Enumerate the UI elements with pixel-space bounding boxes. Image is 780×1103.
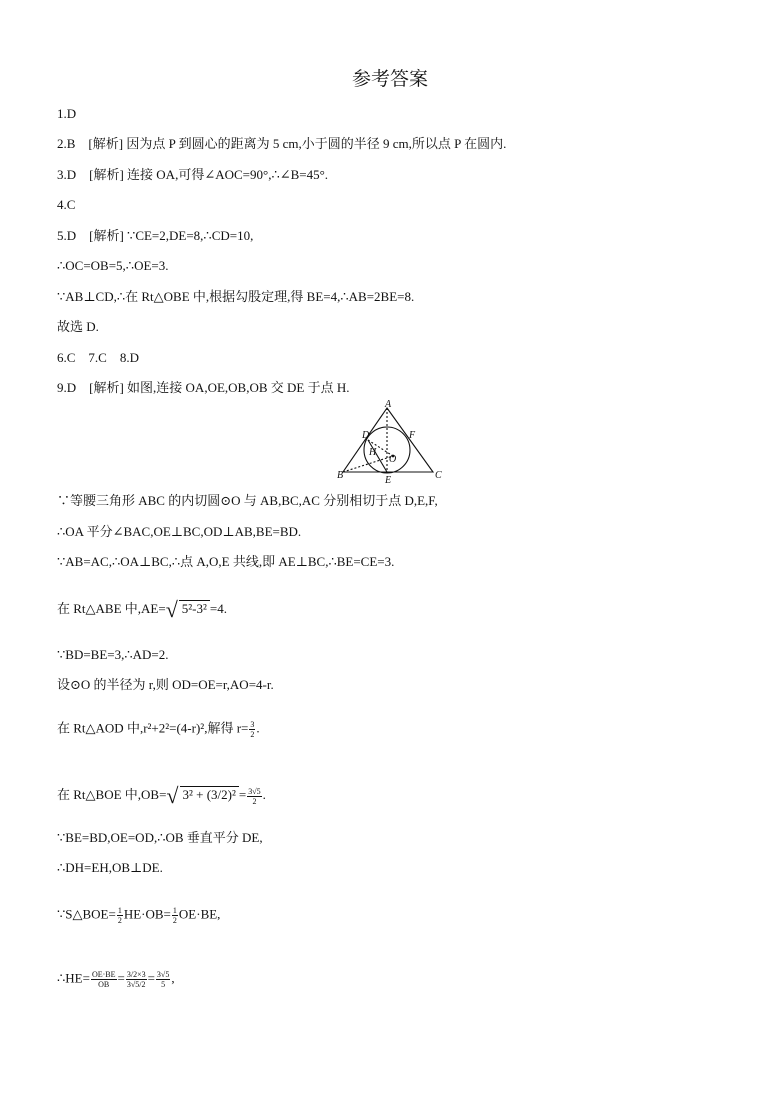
label-d: D bbox=[362, 430, 370, 441]
answer-line: 4.C bbox=[57, 197, 76, 212]
ob-line: 在 Rt△BOE 中,OB=√ 3² + (3/2)² = $\frac{3√5}{2}$ . bbox=[57, 783, 266, 809]
half-fraction: $\frac{1}{2}$ bbox=[172, 906, 177, 925]
answer-line: ∴OC=OB=5,∴OE=3. bbox=[57, 258, 169, 273]
answer-line: 设⊙O 的半径为 r,则 OD=OE=r,AO=4-r. bbox=[57, 677, 274, 692]
he-mid-fraction: $\frac{3/2\times 3}{3√5/2}$ bbox=[126, 970, 146, 989]
half-fraction: $\frac{1}{2}$ bbox=[117, 906, 122, 925]
ob-radicand: 3² + (3/2)² bbox=[180, 786, 239, 803]
label-f: F bbox=[409, 430, 416, 441]
area-line: ∵S△BOE= $\frac{1}{2}$ HE·OB= $\frac{1}{2}$ OE·BE, bbox=[57, 906, 221, 925]
answer-line: 故选 D. bbox=[57, 319, 99, 334]
ae-radicand: 5²-3² bbox=[179, 600, 210, 617]
ae-line: 在 Rt△ABE 中,AE=√ 5²-3² =4. bbox=[57, 597, 227, 623]
answer-line: ∵等腰三角形 ABC 的内切圆⊙O 与 AB,BC,AC 分别相切于点 D,E,F, bbox=[57, 493, 438, 508]
r-fraction: $\frac{3}{2}$ bbox=[250, 720, 255, 739]
answer-line: 3.D [解析] 连接 OA,可得∠AOC=90°,∴∠B=45°. bbox=[57, 167, 329, 182]
page-title: 参考答案 bbox=[351, 68, 428, 90]
answer-line: 9.D [解析] 如图,连接 OA,OE,OB,OB 交 DE 于点 H. bbox=[57, 380, 350, 395]
answer-line: ∵AB=AC,∴OA⊥BC,∴点 A,O,E 共线,即 AE⊥BC,∴BE=CE=3. bbox=[57, 554, 395, 569]
he-result-fraction: $\frac{3√5}{5}$ bbox=[156, 970, 170, 989]
answer-line: 6.C 7.C 8.D bbox=[57, 350, 139, 365]
aod-line: 在 Rt△AOD 中,r²+2²=(4-r)²,解得 r= $\frac{3}{2}$ . bbox=[57, 720, 260, 739]
answer-line: ∵BE=BD,OE=OD,∴OB 垂直平分 DE, bbox=[57, 830, 263, 845]
label-c: C bbox=[435, 470, 442, 481]
answer-line: 1.D bbox=[57, 106, 77, 121]
answer-line: 5.D [解析] ∵CE=2,DE=8,∴CD=10, bbox=[57, 228, 254, 243]
label-h: H bbox=[369, 447, 377, 458]
answer-line: ∵BD=BE=3,∴AD=2. bbox=[57, 647, 169, 662]
ob-fraction: $\frac{3√5}{2}$ bbox=[248, 786, 261, 806]
answer-line: ∵AB⊥CD,∴在 Rt△OBE 中,根据勾股定理,得 BE=4,∴AB=2BE=8. bbox=[57, 289, 415, 304]
he-line: ∴HE= $\frac{OE\cdot BE}{OB}$ = $\frac{3/2\times 3}{3√5/2}$ = $\frac{3√5}{5}$ , bbox=[57, 970, 175, 989]
he-fraction: $\frac{OE\cdot BE}{OB}$ bbox=[91, 970, 116, 989]
label-o: O bbox=[389, 454, 397, 465]
label-a: A bbox=[385, 399, 392, 410]
answer-line: 2.B [解析] 因为点 P 到圆心的距离为 5 cm,小于圆的半径 9 cm,所以点 P 在圆内. bbox=[57, 136, 507, 151]
label-b: B bbox=[337, 470, 344, 481]
label-e: E bbox=[385, 475, 392, 484]
triangle-incircle-figure bbox=[335, 398, 447, 484]
answer-line: ∴DH=EH,OB⊥DE. bbox=[57, 860, 163, 875]
answer-line: ∴OA 平分∠BAC,OE⊥BC,OD⊥AB,BE=BD. bbox=[57, 524, 302, 539]
